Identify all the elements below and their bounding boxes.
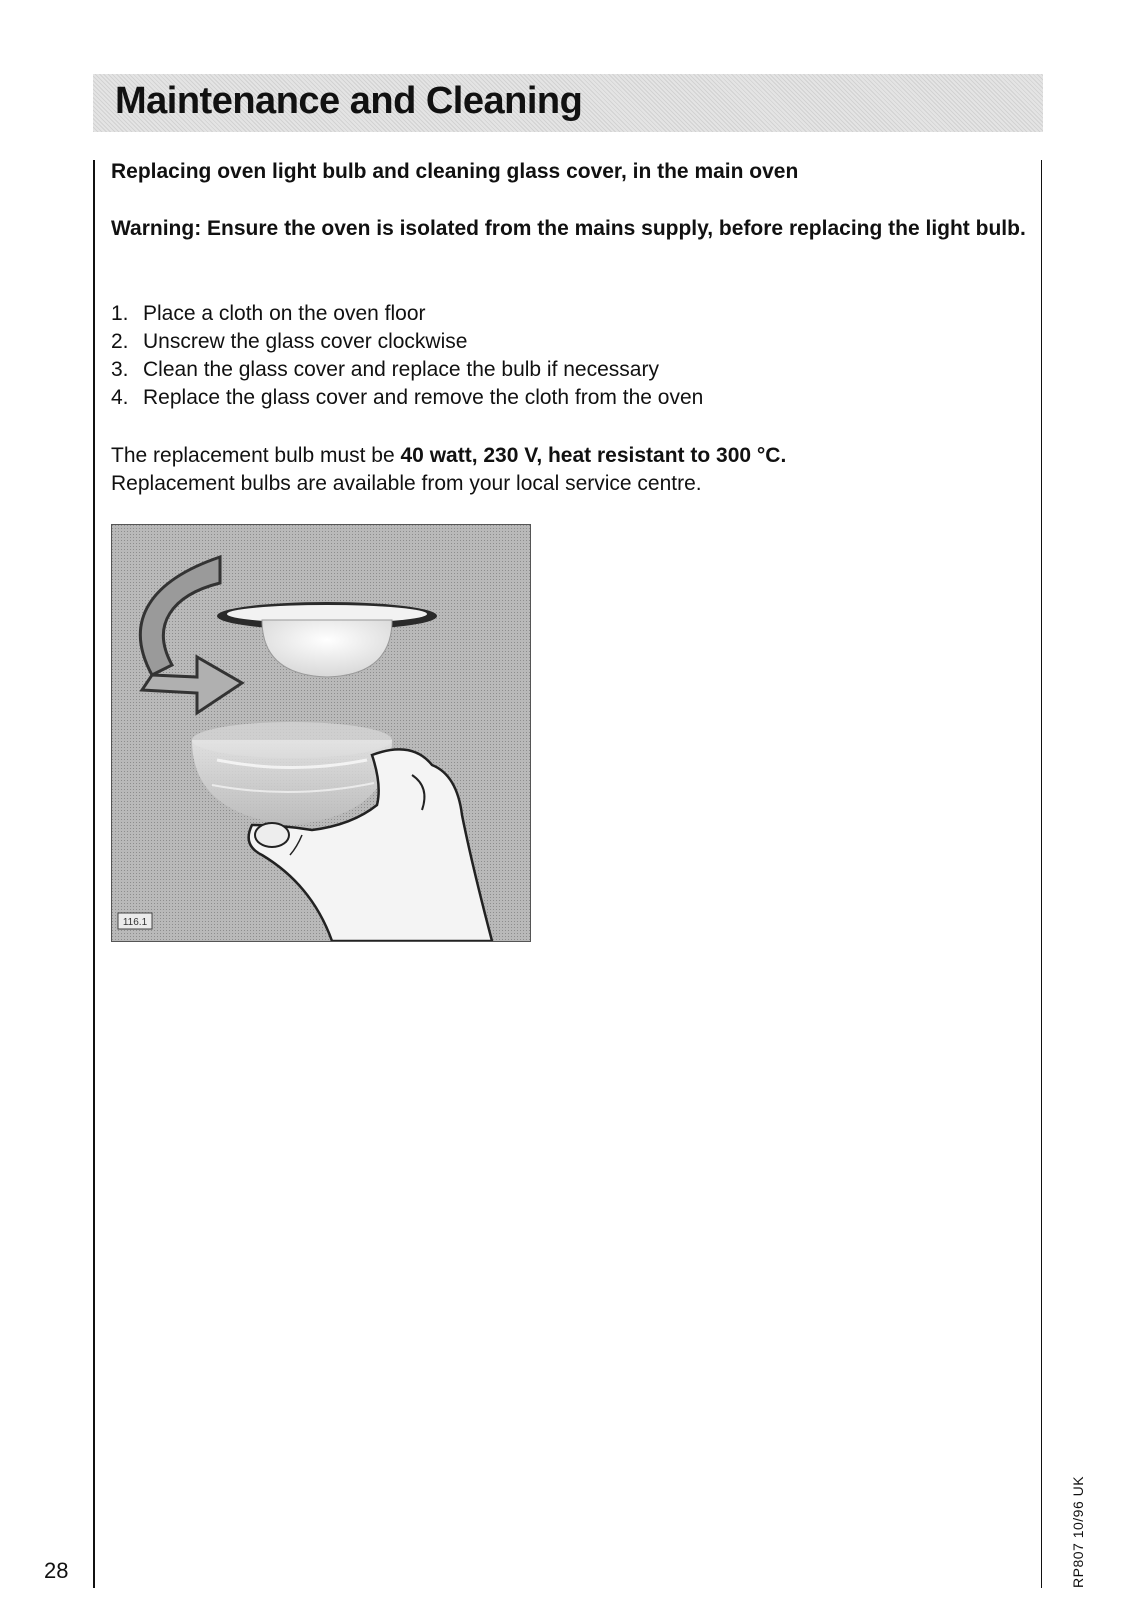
right-margin-rule — [1041, 160, 1042, 1588]
step-text: Clean the glass cover and replace the bulb if necessary — [143, 358, 659, 381]
step-number: 3. — [111, 358, 129, 381]
step-number: 1. — [111, 302, 129, 325]
page-title: Maintenance and Cleaning — [115, 80, 583, 122]
figure-label-text: 116.1 — [122, 917, 148, 928]
warning-text: Warning: Ensure the oven is isolated from the mains supply, before replacing the light bulb. — [111, 217, 1026, 240]
list-item — [111, 356, 1011, 384]
step-number: 4. — [111, 386, 129, 409]
bulb-note — [111, 442, 1031, 498]
step-text: Replace the glass cover and remove the cloth from the oven — [143, 386, 704, 409]
step-number: 2. — [111, 330, 129, 353]
page-number: 28 — [44, 1558, 69, 1583]
bulb-replacement-illustration — [111, 524, 531, 942]
step-text: Place a cloth on the oven floor — [143, 302, 426, 325]
list-item — [111, 300, 1011, 328]
list-item — [111, 384, 1011, 412]
left-margin-rule — [93, 160, 95, 1588]
illustration-svg — [112, 525, 530, 941]
steps-list — [111, 300, 1011, 412]
title-band — [93, 74, 1043, 132]
step-text: Unscrew the glass cover clockwise — [143, 330, 468, 353]
bulb-availability: Replacement bulbs are available from your local service centre. — [111, 472, 702, 495]
list-item — [111, 328, 1011, 356]
bulb-note-prefix: The replacement bulb must be — [111, 444, 401, 467]
figure-label — [118, 913, 152, 929]
section-heading: Replacing oven light bulb and cleaning glass cover, in the main oven — [111, 160, 799, 183]
bulb-spec: 40 watt, 230 V, heat resistant to 300 °C. — [400, 444, 787, 467]
document-code: RP807 10/96 UK — [1070, 1475, 1086, 1588]
